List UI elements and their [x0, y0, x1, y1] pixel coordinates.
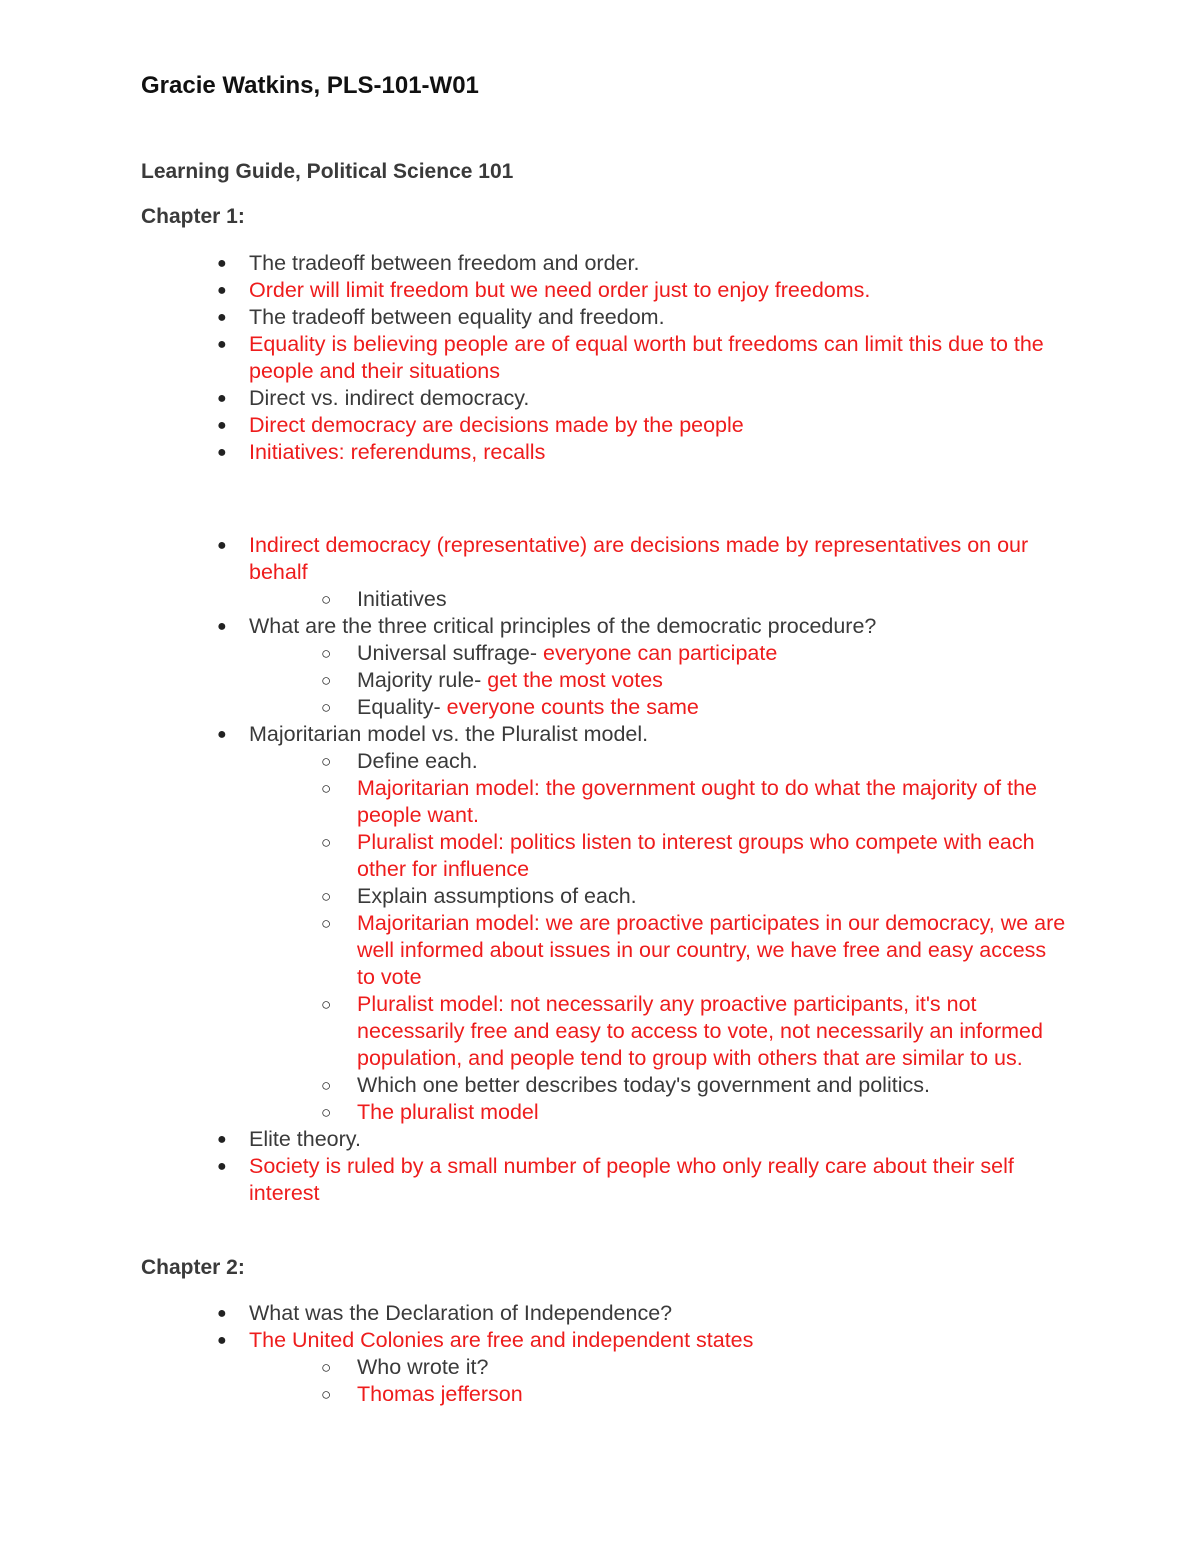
bullet-icon: ● [217, 726, 227, 743]
bullet-icon: ● [217, 282, 227, 299]
sub-list-item: ○ Explain assumptions of each. [321, 884, 637, 908]
circle-bullet-icon: ○ [321, 752, 332, 771]
sub-list-item: ○ Who wrote it? [321, 1355, 489, 1379]
list-item: ● Order will limit freedom but we need order just to enjoy freedoms. [217, 278, 871, 302]
circle-bullet-icon: ○ [321, 995, 332, 1014]
list-item: ● What was the Declaration of Independence? [217, 1301, 673, 1325]
bullet-icon: ● [217, 1332, 227, 1349]
list-item: ● The tradeoff between freedom and order. [217, 251, 640, 275]
chapter-1-heading: Chapter 1: [141, 205, 245, 228]
circle-bullet-icon: ○ [321, 671, 332, 690]
circle-bullet-icon: ○ [321, 590, 332, 609]
circle-bullet-icon: ○ [321, 833, 332, 852]
circle-bullet-icon: ○ [321, 779, 332, 798]
bullet-icon: ● [217, 444, 227, 461]
circle-bullet-icon: ○ [321, 914, 332, 933]
list-item: ● Initiatives: referendums, recalls [217, 440, 546, 464]
sub-list-item: ○ Majoritarian model: the government ought to do what the majority of the people want. [321, 776, 1038, 827]
bullet-icon: ● [217, 1158, 227, 1175]
bullet-icon: ● [217, 618, 227, 635]
sub-list-item: ○ Define each. [321, 749, 478, 773]
bullet-icon: ● [217, 390, 227, 407]
bullet-icon: ● [217, 417, 227, 434]
sub-list-item: ○ Equality- everyone counts the same [321, 695, 699, 719]
chapter-1-list [0, 250, 1200, 466]
circle-bullet-icon: ○ [321, 1358, 332, 1377]
sub-list-item: ○ Majoritarian model: we are proactive participates in our democracy, we are well informed about issues in our country, we have free and easy access to vote [321, 911, 1066, 989]
chapter-1-list-continued [0, 532, 1200, 1207]
document-title: Gracie Watkins, PLS-101-W01 [141, 72, 479, 99]
list-item: ● What are the three critical principles of the democratic procedure? [217, 614, 877, 638]
sub-list-item: ○ Pluralist model: not necessarily any proactive participants, it's not necessarily free and easy to access to vote, not necessarily an informed population, and people tend to group with others that are similar to us. [321, 992, 1043, 1070]
list-item: ● Direct vs. indirect democracy. [217, 386, 530, 410]
circle-bullet-icon: ○ [321, 1385, 332, 1404]
list-item: ● Indirect democracy (representative) are decisions made by representatives on our behalf [217, 533, 1029, 584]
circle-bullet-icon: ○ [321, 1076, 332, 1095]
circle-bullet-icon: ○ [321, 1103, 332, 1122]
list-item: ● Direct democracy are decisions made by the people [217, 413, 744, 437]
circle-bullet-icon: ○ [321, 887, 332, 906]
chapter-2-list [0, 1300, 1200, 1408]
sub-list-item: ○ Which one better describes today's government and politics. [321, 1073, 930, 1097]
bullet-icon: ● [217, 255, 227, 272]
list-item: ● Society is ruled by a small number of people who only really care about their self interest [217, 1154, 1014, 1205]
sub-list-item: ○ Pluralist model: politics listen to interest groups who compete with each other for influence [321, 830, 1035, 881]
bullet-icon: ● [217, 1131, 227, 1148]
document-subtitle: Learning Guide, Political Science 101 [141, 160, 514, 183]
sub-list-item: ○ The pluralist model [321, 1100, 539, 1124]
bullet-icon: ● [217, 537, 227, 554]
bullet-icon: ● [217, 1305, 227, 1322]
bullet-icon: ● [217, 309, 227, 326]
list-item: ● The United Colonies are free and independent states [217, 1328, 754, 1352]
chapter-2-heading: Chapter 2: [141, 1256, 245, 1279]
sub-list-item: ○ Majority rule- get the most votes [321, 668, 663, 692]
circle-bullet-icon: ○ [321, 698, 332, 717]
sub-list-item: ○ Thomas jefferson [321, 1382, 523, 1406]
list-item: ● The tradeoff between equality and freedom. [217, 305, 665, 329]
sub-list-item: ○ Initiatives [321, 587, 447, 611]
list-item: ● Equality is believing people are of equal worth but freedoms can limit this due to the people and their situations [217, 332, 1044, 383]
list-item: ● Majoritarian model vs. the Pluralist model. [217, 722, 649, 746]
circle-bullet-icon: ○ [321, 644, 332, 663]
sub-list-item: ○ Universal suffrage- everyone can participate [321, 641, 778, 665]
list-item: ● Elite theory. [217, 1127, 361, 1151]
bullet-icon: ● [217, 336, 227, 353]
